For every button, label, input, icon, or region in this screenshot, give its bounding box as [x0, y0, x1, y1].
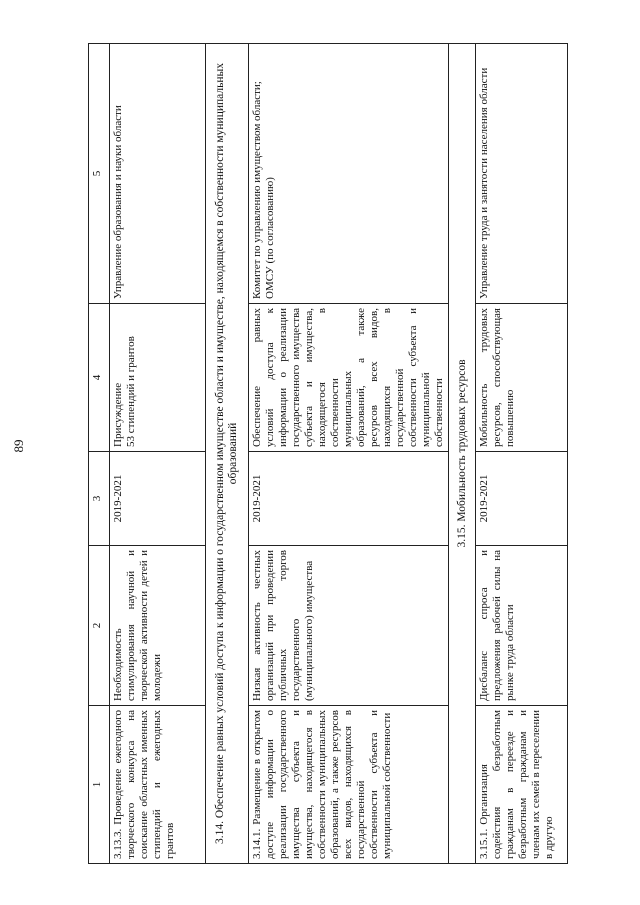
- measure-text: Организация содействия безработным гражданам в переезде и безработным гражданам и членам их семей в переселении в другую: [478, 710, 555, 859]
- header-col-2: 2: [89, 546, 110, 706]
- measure-cell: [476, 706, 568, 864]
- measure-cell: [249, 706, 449, 864]
- problem-cell: Низкая активность честных организаций при проведении публичных торгов государственного (муниципального) имущества: [249, 546, 449, 706]
- table-row: [249, 44, 449, 864]
- header-col-3: 3: [89, 452, 110, 546]
- result-line: Присуждение: [112, 382, 124, 447]
- problem-cell: Необходимость стимулирования научной и творческой активности детей и молодежи: [110, 546, 206, 706]
- result-cell: Мобильность трудовых ресурсов, способствующая повышению: [476, 304, 568, 452]
- executor-cell: Управление образования и науки области: [110, 44, 206, 304]
- item-number: 3.13.3.: [112, 828, 124, 859]
- period-cell: 2019-2021: [249, 452, 449, 546]
- header-col-5: 5: [89, 44, 110, 304]
- table-row: [110, 44, 206, 864]
- section-row: [449, 44, 476, 864]
- period-cell: 2019-2021: [476, 452, 568, 546]
- item-number: 3.14.1.: [251, 828, 263, 859]
- result-cell: [110, 304, 206, 452]
- item-number: 3.15.1.: [478, 828, 490, 859]
- table-row: [476, 44, 568, 864]
- page-number: 89: [11, 439, 26, 453]
- section-row: [206, 44, 249, 864]
- measure-text: Проведение ежегодного творческого конкурса на соискание областных именных стипендий и ежегодных грантов: [112, 710, 176, 859]
- measure-text: Размещение в открытом доступе информации о реализации государственного имущества субъекта и имущества, находящегося в собственности муниципальных образований, а также ресурсов всех видов, находящихся в государственной собственности субъекта и муниципальной собственности: [251, 710, 393, 859]
- problem-cell: Дисбаланс спроса и предложения рабочей силы на рынке труда области: [476, 546, 568, 706]
- header-col-4: 4: [89, 304, 110, 452]
- rotated-table-container: [88, 44, 560, 864]
- header-col-1: 1: [89, 706, 110, 864]
- executor-cell: Комитет по управлению имуществом области; ОМСУ (по согласованию): [249, 44, 449, 304]
- result-line: 53 стипендий и грантов: [125, 336, 137, 447]
- executor-cell: Управление труда и занятости населения области: [476, 44, 568, 304]
- measure-cell: [110, 706, 206, 864]
- result-cell: Обеспечение равных условий доступа к информации о реализации государственного имущества субъекта и имущества, находящегося в собственности муниципальных образований, а также ресурсов всех видов, находящихся в государственной собственности субъекта и муниципальной собственности: [249, 304, 449, 452]
- measures-table: [88, 43, 568, 864]
- period-cell: 2019-2021: [110, 452, 206, 546]
- header-row: [89, 44, 110, 864]
- section-title: 3.15. Мобильность трудовых ресурсов: [449, 44, 476, 864]
- section-title: 3.14. Обеспечение равных условий доступа к информации о государственном имуществе области и имуществе, находящемся в собственности муниципальных образований: [206, 44, 249, 864]
